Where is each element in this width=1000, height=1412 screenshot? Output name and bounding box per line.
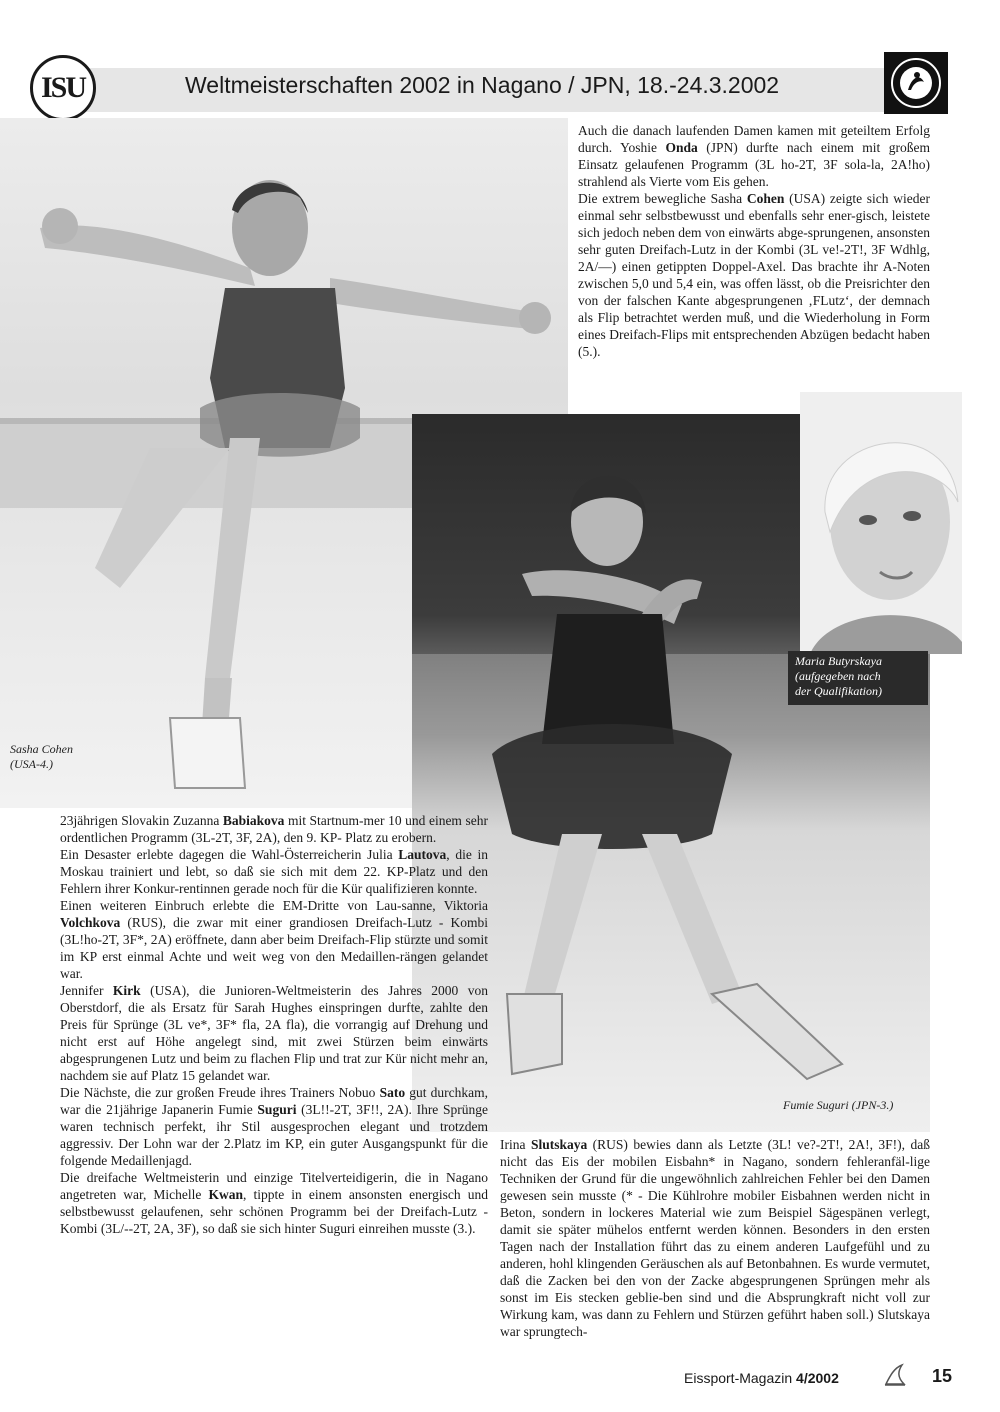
paragraph: Die dreifache Weltmeisterin und einzige Titelverteidigerin, die in Nagano angetreten war, Michelle Kwan, tippte in einem ansonsten energisch und selbstbewusst gelaufenen, sehr schönen Programm bei der Dreifach-Lutz - Kombi (3L/--2T, 2A, 3F), so daß sie sich hinter Suguri einreihen musste (3.). xyxy=(60,1170,488,1236)
paragraph: Ein Desaster erlebte dagegen die Wahl-Österreicherin Julia Lautova, die in Moskau trainiert und lebt, so daß sie sich mit dem 22. KP-Platz und den Fehlern ihrer Konkur-rentinnen gerade noch für die Kür qualifizieren konnte. xyxy=(60,847,489,896)
swan-logo-icon xyxy=(882,1362,908,1388)
isu-logo-text: ISU xyxy=(40,71,86,104)
paragraph: Jennifer Kirk (USA), die Junioren-Weltmeisterin des Jahres 2000 von Oberstdorf, die als Ersatz für Sarah Hughes einspringen durfte, zahlte den Preis für Sprünge (3L ve*, 3F* fla, 2A fla), die vorrangig auf Drehung und nicht erst auf Höhe angelegt sind, mit zwei Stürzen beim einwärts abgesprungenen Lutz und beim zu flachen Flip und trat zur Kür nicht mehr an, nachdem sie auf Platz 15 gelandet war. xyxy=(60,983,488,1083)
paragraph: Auch die danach laufenden Damen kamen mit geteiltem Erfolg durch. Yoshie Onda (JPN) durfte nach einem mit großem Einsatz gelaufenen Programm (3L ho-2T, 3F sola-la, 2A!ho) strahlend als Vierte vom Eis gehen. xyxy=(578,123,930,189)
caption-butyrskaya-info-1: (aufgegeben nach xyxy=(795,669,881,683)
footer-issue: 4/2002 xyxy=(796,1370,839,1386)
caption-sasha-cohen xyxy=(10,742,130,772)
caption-cohen-info: (USA-4.) xyxy=(10,757,53,771)
isu-logo xyxy=(30,55,96,121)
photo-maria-butyrskaya xyxy=(800,392,962,654)
page-number: 15 xyxy=(932,1366,953,1386)
paragraph: 23jährigen Slovakin Zuzanna Babiakova mit Startnum-mer 10 und einem sehr ordentlichen Programm (3L-2T, 3F, 2A), den 9. KP- Platz zu erobern. xyxy=(60,813,488,845)
caption-butyrskaya-name: Maria Butyrskaya xyxy=(795,654,882,668)
page-title: Weltmeisterschaften 2002 in Nagano / JPN, 18.-24.3.2002 xyxy=(185,72,780,98)
caption-fumie-suguri: Fumie Suguri (JPN-3.) xyxy=(783,1098,894,1112)
caption-maria-butyrskaya xyxy=(795,654,927,699)
caption-butyrskaya-info-2: der Qualifikation) xyxy=(795,684,882,698)
paragraph: Die extrem bewegliche Sasha Cohen (USA) zeigte sich wieder einmal sehr selbstbewusst und ebenfalls sehr ener-gisch, leistete sich jedoch neben dem von einwärts abge-sprungenen, ansonsten sehr guten Dreifach-Lutz in der Kombi (3L ve!-2T!, 3F Wdhlg, 2A/—) einen getippten Doppel-Axel. Das brachte ihr A-Noten zwischen 5,0 und 5,4 ein, was offen lässt, ob die Preisrichter den von der falschen Kante abgesprungenen ‚FLutz‘, der demnach als Flip betrachtet werden muß, und die Wiederholung in Form eines Dreifach-Flips mit entsprechenden Abzügen bedacht haben (5.). xyxy=(578,191,930,359)
article-column-right-top xyxy=(578,122,930,360)
caption-cohen-name: Sasha Cohen xyxy=(10,742,73,756)
paragraph: Einen weiteren Einbruch erlebte die EM-Dritte von Lau-sanne, Viktoria Volchkova (RUS), die zwar mit einer grandiosen Dreifach-Lutz - Kombi (3L!ho-2T, 3F*, 2A) eröffnete, dann aber beim Dreifach-Flip stürzte und somit im KP erst einmal Achte und weit weg von den Medaillen-rängen gelandet war. xyxy=(60,898,488,981)
footer-magazine-name: Eissport-Magazin xyxy=(684,1370,793,1386)
nagano-olympic-logo xyxy=(884,52,948,114)
footer-magazine xyxy=(684,1370,839,1386)
article-column-right-bottom xyxy=(500,1136,930,1340)
paragraph: Die Nächste, die zur großen Freude ihres Trainers Nobuo Sato gut durchkam, war die 21jährige Japanerin Fumie Suguri (3L!!-2T, 3F!!, 2A). Ihre Sprünge waren technisch perfekt, ihr Stil ausgesprochen elegant und trotzdem aggressiv. Der Lohn war der 2.Platz im KP, ein guter Ausgangspunkt für die folgende Medaillenjagd. xyxy=(60,1085,488,1168)
paragraph: Irina Slutskaya (RUS) bewies dann als Letzte (3L! ve?-2T!, 2A!, 3F!), daß nicht das Eis der mobilen Eisbahn* in Nagano, sondern fehleranfäl-lige Techniken der Grund für die ungewöhnlich zahlreichen Fehler bei den Damen gewesen sein musste (* - Die Kühlrohre mobiler Eisbahnen werden nicht in Beton, sondern in lockeres Material wie zum Beispiel Sägespänen verlegt, damit sie später mühelos entfernt werden können. Besonders in den ersten Tagen nach der Installation führt das zu einem anderen Laufgefühl und zu anderen, hohl klingenden Geräuschen als auf Betonbahnen. Es wurde vermutet, daß die Zacken bei den von der Zacke abgesprungenen Sprüngen mehr als sonst im Eis stecken geblie-ben sind und die Absprungkraft nicht voll zur Wirkung kam, was dann zu Fehlern und Stürzen geführt haben soll.) Slutskaya war sprungtech- xyxy=(500,1137,930,1339)
article-column-left-bottom xyxy=(60,812,488,1237)
